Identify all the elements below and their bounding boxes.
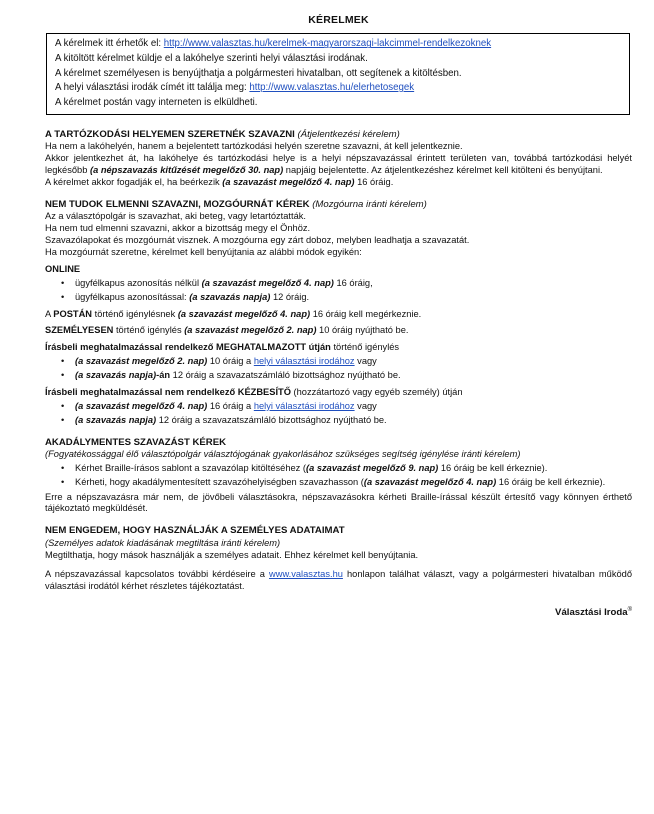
- text: 16 óráig be kell érkeznie).: [438, 462, 548, 473]
- paragraph: Ha nem a lakóhelyén, hanem a bejelentett tartózkodási helyén szeretne szavazni, át kell jelentkeznie.: [45, 141, 463, 152]
- signature: [45, 607, 632, 619]
- local-office-link[interactable]: helyi választási irodához: [253, 356, 355, 367]
- section-transfer: [45, 129, 632, 189]
- heading-text: NEM TUDOK ELMENNI SZAVAZNI, MOZGÓURNÁT KÉREK: [45, 199, 310, 210]
- deadline: (a szavazást megelőző 9. nap): [306, 462, 439, 473]
- section-heading: [45, 199, 632, 211]
- list-item: [75, 463, 632, 475]
- list-item: [75, 292, 632, 304]
- deadline: (a szavazás napja): [189, 291, 271, 302]
- list-item: [75, 477, 632, 489]
- text: vagy: [354, 400, 377, 411]
- authorized-list: [45, 356, 632, 382]
- section-accessible-voting: [45, 437, 632, 516]
- text: 10 óráig nyújtható be.: [316, 325, 409, 336]
- text: Akkor jelentkezhet át, ha lakóhelye és tartózkodási helye is a helyi népszavazással érintett területen van, továbbá tartózkodási helyét legkésőbb: [45, 153, 632, 176]
- online-list: [45, 278, 632, 304]
- text: történő igénylésnek: [92, 308, 178, 319]
- deadline: (a szavazást megelőző 2. nap): [75, 356, 208, 367]
- page-title: KÉRELMEK: [308, 14, 369, 26]
- paragraph: Az a választópolgár is szavazhat, aki beteg, vagy letartóztatták.: [45, 211, 306, 222]
- text: SZEMÉLYESEN: [45, 325, 114, 336]
- text: Kérheti, hogy akadálymentesített szavazóhelyiségben szavazhasson: [75, 476, 361, 487]
- paragraph: Erre a népszavazásra már nem, de jövőbeli választásokra, népszavazásokra kérheti Braille-írással készült értesítő vagy könnyen érthető tájékoztató megküldését.: [45, 491, 632, 514]
- deadline: (a szavazást megelőző 4. nap): [177, 308, 311, 319]
- heading-text: A TARTÓZKODÁSI HELYEMEN SZERETNÉK SZAVAZNI: [45, 129, 295, 141]
- deadline: (a szavazást megelőző 4. nap): [363, 476, 497, 487]
- paragraph: [45, 309, 632, 321]
- text: 16 óráig a: [207, 400, 254, 411]
- paragraph: Ha mozgóurnát szeretne, kérelmet kell benyújtania az alábbi módok egyikén:: [45, 246, 362, 257]
- list-item: [75, 356, 632, 368]
- info-text: A kérelmek itt érhetők el:: [55, 38, 164, 50]
- heading-subtitle: (Átjelentkezési kérelem): [297, 129, 400, 141]
- paragraph: [45, 569, 632, 593]
- section-subtitle: (Személyes adatok kiadásának megtiltása iránti kérelem): [45, 537, 281, 548]
- text: -án: [156, 370, 171, 381]
- text: A kérelmet akkor fogadják el, ha beérkezik: [45, 177, 223, 188]
- text: 10 óráig a: [207, 356, 254, 367]
- paragraph: [45, 387, 632, 399]
- list-item: [75, 370, 632, 382]
- paragraph: Ha nem tud elmenni szavazni, akkor a bizottság megy el Önhöz.: [45, 223, 311, 234]
- section-mobile-ballot-box: [45, 199, 632, 427]
- text: történő igénylés: [113, 325, 185, 336]
- deadline: (a szavazást megelőző 2. nap): [184, 325, 317, 336]
- deadline: (a népszavazás kitűzését megelőző 30. nap): [89, 165, 284, 176]
- text: ügyfélkapus azonosítással:: [75, 291, 190, 302]
- info-line: [55, 37, 621, 52]
- accessibility-list: [45, 463, 632, 489]
- paragraph: Megtilthatja, hogy mások használják a személyes adatait. Ehhez kérelmet kell benyújtania.: [45, 549, 419, 560]
- text: vagy: [354, 356, 377, 367]
- deadline: (a szavazást megelőző 4. nap): [201, 277, 334, 288]
- text: A népszavazással kapcsolatos további kérdéseire a: [45, 569, 270, 580]
- deadline: (a szavazás napja): [75, 414, 157, 425]
- list-item: [75, 278, 632, 290]
- info-line: [55, 81, 621, 96]
- section-personal-data: [45, 525, 632, 593]
- registered-mark: ®: [627, 607, 632, 614]
- text: 12 óráig a szavazatszámláló bizottsághoz nyújtható be.: [156, 414, 387, 425]
- text: 16 óráig be kell érkeznie).: [496, 476, 606, 487]
- info-line: A kitöltött kérelmet küldje el a lakóhelye szerinti helyi választási irodának.: [55, 52, 368, 64]
- text: Kérhet Braille-írásos sablont a szavazólap kitöltéséhez: [75, 462, 303, 473]
- deadline: (a szavazás napja): [75, 370, 157, 381]
- text: honlapon találhat választ, vagy a polgármesteri hivatalban működő választási irodától kérhet részletes tájékoztatást.: [45, 569, 632, 592]
- paragraph: [45, 177, 632, 189]
- section-heading: NEM ENGEDEM, HOGY HASZNÁLJÁK A SZEMÉLYES ADATAIMAT: [45, 525, 345, 537]
- paragraph: [45, 325, 632, 337]
- section-heading: AKADÁLYMENTES SZAVAZÁST KÉREK: [45, 436, 227, 448]
- paragraph: Szavazólapokat és mozgóurnát visznek. A mozgóurna egy zárt doboz, melyben leadhatja a szavazatát.: [45, 235, 470, 246]
- contacts-link[interactable]: http://www.valasztas.hu/elerhetosegek: [249, 82, 415, 94]
- list-item: [75, 401, 632, 413]
- valasztas-link[interactable]: www.valasztas.hu: [269, 569, 343, 580]
- text: A: [45, 308, 54, 319]
- info-line: A kérelmet postán vagy interneten is elküldheti.: [55, 96, 258, 108]
- text: 12 óráig a szavazatszámláló bizottsághoz nyújtható be.: [170, 370, 401, 381]
- info-line: A kérelmet személyesen is benyújthatja a polgármesteri hivatalban, ott segítenek a kitöltésben.: [55, 67, 462, 79]
- deadline: (a szavazást megelőző 4. nap): [222, 177, 355, 188]
- info-text: A helyi választási irodák címét itt találja meg:: [55, 82, 250, 94]
- text: 16 óráig.: [354, 177, 394, 188]
- text: (: [360, 476, 364, 487]
- heading-subtitle: (Mozgóurna iránti kérelem): [312, 199, 427, 210]
- section-subtitle: (Fogyatékossággal élő választópolgár választójogának gyakorlásához szükséges segítség igénylése iránti kérelem): [45, 448, 521, 459]
- info-box: [46, 33, 630, 115]
- paragraph: [45, 342, 632, 354]
- text: POSTÁN: [53, 308, 93, 319]
- text: ügyfélkapus azonosítás nélkül: [75, 277, 202, 288]
- paragraph: [45, 153, 632, 177]
- text: történő igénylés: [330, 342, 400, 353]
- courier-list: [45, 401, 632, 427]
- text: Írásbeli meghatalmazással nem rendelkező KÉZBESÍTŐ: [45, 386, 291, 397]
- text: (hozzátartozó vagy egyéb személy) útján: [290, 386, 463, 397]
- office-name: Választási Iroda: [555, 607, 628, 619]
- text: 16 óráig,: [333, 277, 373, 288]
- local-office-link[interactable]: helyi választási irodához: [253, 400, 355, 411]
- text: napjáig bejelentette. Az átjelentkezéshez kérelmet kell kitölteni és benyújtani.: [283, 165, 603, 176]
- text: Írásbeli meghatalmazással rendelkező MEGHATALMAZOTT útján: [45, 342, 331, 353]
- deadline: (a szavazást megelőző 4. nap): [75, 400, 208, 411]
- requests-link[interactable]: http://www.valasztas.hu/kerelmek-magyarorszagi-lakcimmel-rendelkezoknek: [163, 38, 492, 50]
- online-label: ONLINE: [45, 263, 81, 274]
- section-heading: [45, 129, 632, 141]
- text: (: [302, 462, 307, 473]
- text: 12 óráig.: [270, 291, 310, 302]
- list-item: [75, 415, 632, 427]
- text: 16 óráig kell megérkeznie.: [310, 308, 422, 319]
